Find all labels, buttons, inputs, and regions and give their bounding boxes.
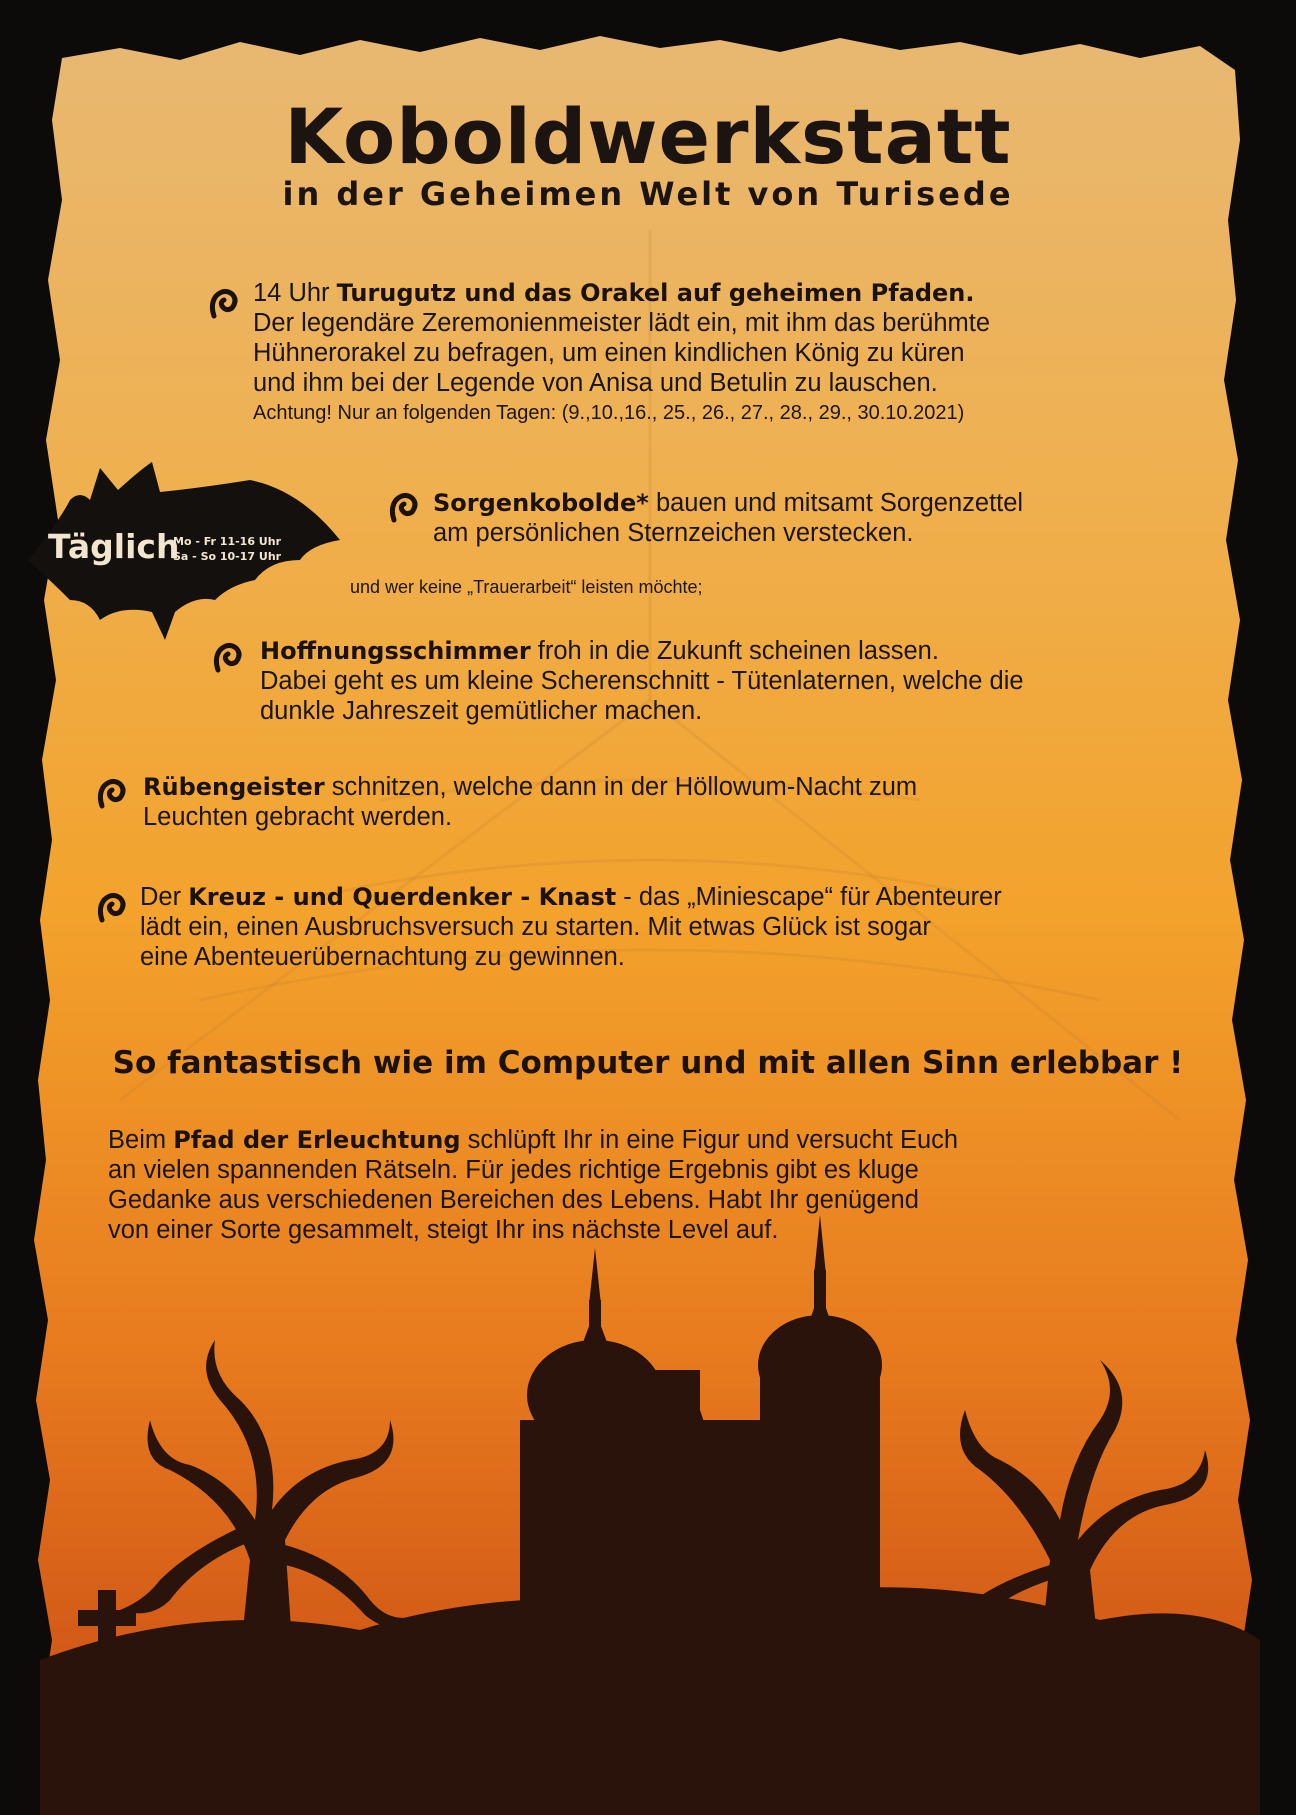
page-subtitle: in der Geheimen Welt von Turisede <box>282 175 1014 213</box>
pfad-text-line: an vielen spannenden Rätseln. Für jedes richtige Ergebnis gibt es kluge <box>108 1156 919 1184</box>
event-text-line: dunkle Jahreszeit gemütlicher machen. <box>260 697 703 725</box>
pfad-title: Pfad der Erleuchtung <box>173 1126 461 1154</box>
daily-badge-hours <box>173 534 281 564</box>
event-text-line: eine Abenteuerübernachtung zu gewinnen. <box>140 943 625 971</box>
event-knast <box>140 882 1002 972</box>
pfad-text-line: Gedanke aus verschiedenen Bereichen des Lebens. Habt Ihr genügend <box>108 1186 919 1214</box>
event-aside: und wer keine „Trauerarbeit“ leisten möchte; <box>350 577 703 597</box>
event-text-line: Leuchten gebracht werden. <box>143 803 453 831</box>
daily-badge-label: Täglich <box>48 527 180 566</box>
hours-weekday: Mo - Fr 11-16 Uhr <box>173 535 281 548</box>
page-title: Koboldwerkstatt <box>284 92 1012 181</box>
swirl-bullet-icon <box>96 890 128 924</box>
event-sorgenkobolde <box>433 488 1023 548</box>
pfad-text-inline: schlüpft Ihr in eine Figur und versucht Euch <box>460 1126 959 1154</box>
event-title-ruebengeister: Rübengeister <box>143 773 325 801</box>
event-text-inline: - das „Miniescape“ für Abenteurer <box>616 883 1002 911</box>
event-text-inline: bauen und mitsamt Sorgenzettel <box>648 489 1024 517</box>
swirl-bullet-icon <box>96 776 128 810</box>
pfad-text-inline: Beim <box>108 1126 174 1154</box>
event-title-sorgenkobolde: Sorgenkobolde* <box>433 489 649 517</box>
event-hoffnungsschimmer <box>260 636 1024 726</box>
event-title-knast: Kreuz - und Querdenker - Knast <box>188 883 617 911</box>
event-text-inline: Der <box>140 883 189 911</box>
event-text-line: und ihm bei der Legende von Anisa und Betulin zu lauschen. <box>253 369 938 397</box>
event-orakel <box>253 278 990 428</box>
event-text-line: Dabei geht es um kleine Scherenschnitt - Tütenlaternen, welche die <box>260 667 1024 695</box>
event-text-line: lädt ein, einen Ausbruchsversuch zu starten. Mit etwas Glück ist sogar <box>140 913 931 941</box>
event-text-inline: schnitzen, welche dann in der Höllowum-Nacht zum <box>324 773 918 801</box>
swirl-bullet-icon <box>388 490 420 524</box>
event-date-note: Achtung! Nur an folgenden Tagen: (9.,10.,16., 25., 26., 27., 28., 29., 30.10.2021) <box>253 402 965 424</box>
event-title-orakel: Turugutz und das Orakel auf geheimen Pfaden. <box>336 279 975 307</box>
event-ruebengeister <box>143 772 917 832</box>
event-time: 14 Uhr <box>253 279 337 307</box>
pfad-paragraph <box>108 1125 958 1245</box>
event-text-line: Hühnerorakel zu befragen, um einen kindlichen König zu küren <box>253 339 965 367</box>
tagline: So fantastisch wie im Computer und mit allen Sinn erlebbar ! <box>112 1045 1184 1081</box>
swirl-bullet-icon <box>212 640 244 674</box>
event-title-hoffnungsschimmer: Hoffnungsschimmer <box>260 637 531 665</box>
hours-weekend: Sa - So 10-17 Uhr <box>173 550 282 563</box>
swirl-bullet-icon <box>208 286 240 320</box>
event-text-line: Der legendäre Zeremonienmeister lädt ein, mit ihm das berühmte <box>253 309 991 337</box>
event-text-inline: froh in die Zukunft scheinen lassen. <box>530 637 939 665</box>
event-text-line: am persönlichen Sternzeichen verstecken. <box>433 519 914 547</box>
pfad-text-line: von einer Sorte gesammelt, steigt Ihr ins nächste Level auf. <box>108 1216 779 1244</box>
